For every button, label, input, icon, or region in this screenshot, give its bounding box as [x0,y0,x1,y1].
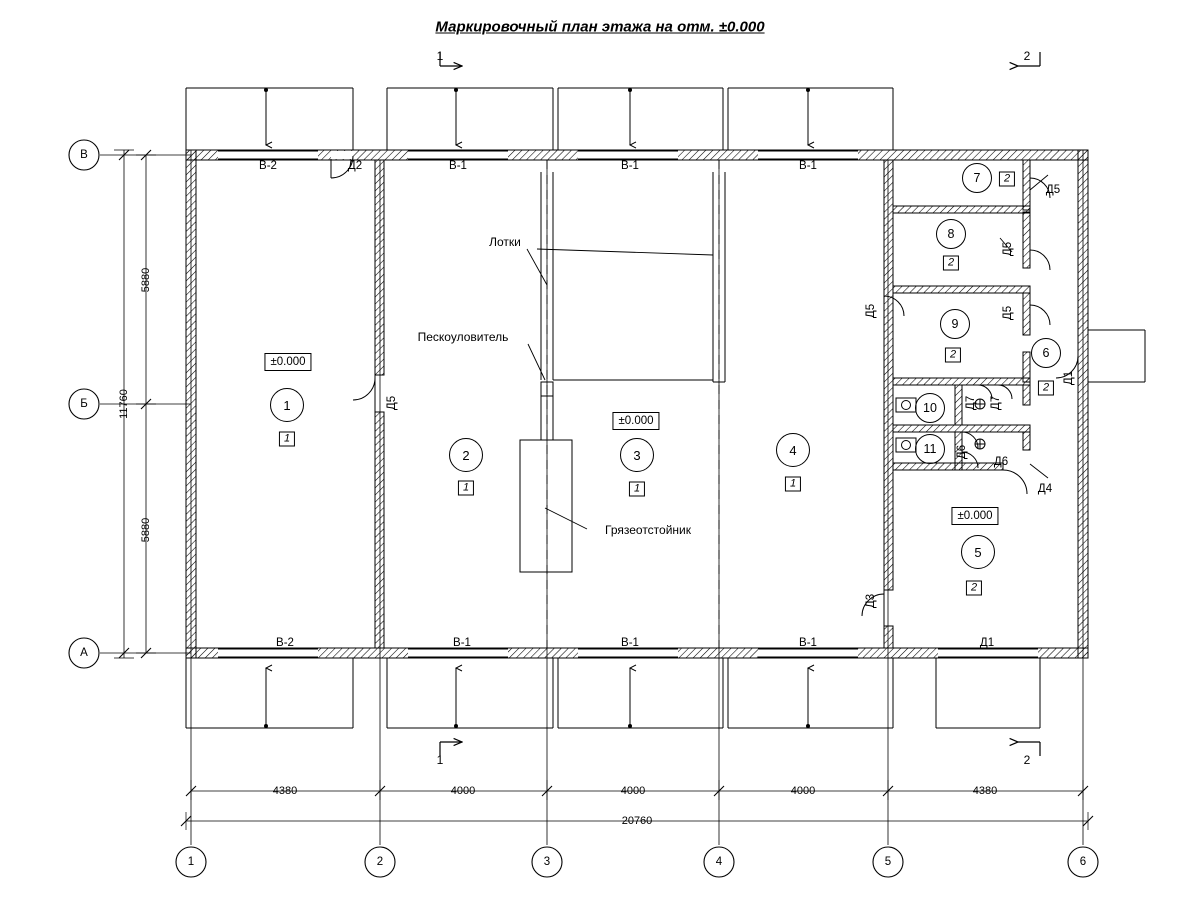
room-bubble-3: 3 [620,438,654,472]
window-label-bottom-2: В-1 [453,637,471,649]
window-label-top-3: В-1 [621,160,639,172]
axis-label-1: 1 [187,856,195,868]
window-label-top-2: В-1 [449,160,467,172]
dim-bottom-5: 4380 [972,785,998,797]
annotation-peskoulovitel: Пескоуловитель [417,330,509,344]
axis-label-v: В [80,149,88,161]
finish-box-4: 1 [785,477,801,492]
section-mark-1-top: 1 [436,49,444,63]
window-label-bottom-4: В-1 [799,637,817,649]
room-bubble-8: 8 [936,219,966,249]
door-label-d1-right: Д1 [1063,370,1075,386]
dim-left-1: 5880 [140,267,152,293]
dim-left-total: 11760 [118,389,130,419]
page-title: Маркировочный план этажа на отм. ±0.000 [435,18,765,36]
room-bubble-4: 4 [776,433,810,467]
room-bubble-7: 7 [962,163,992,193]
section-mark-2-bottom: 2 [1023,753,1031,767]
finish-box-7: 2 [999,172,1015,187]
finish-box-8: 2 [943,256,959,271]
finish-box-5: 2 [966,581,982,596]
room-bubble-9: 9 [940,309,970,339]
room-bubble-5: 5 [961,535,995,569]
door-label-d5-c: Д5 [1002,305,1014,321]
finish-box-1: 1 [279,432,295,447]
door-label-d6-b: Д6 [993,456,1009,468]
window-label-bottom-1: В-2 [276,637,294,649]
window-label-top-1: В-2 [259,160,277,172]
door-label-d1-bottom: Д1 [979,637,995,649]
door-label-d5-a: Д5 [1045,184,1061,196]
finish-box-2: 1 [458,481,474,496]
dim-bottom-2: 4000 [450,785,476,797]
door-label-d7-b: Д7 [990,395,1002,411]
annotation-gryazeotstoynik: Грязеотстойник [605,523,691,537]
axis-label-a: А [80,647,88,659]
door-label-d5-b: Д5 [1002,241,1014,257]
section-mark-1-bottom: 1 [436,753,444,767]
elevation-mark-2: ±0.000 [612,412,659,430]
finish-box-9: 2 [945,348,961,363]
room-bubble-6: 6 [1031,338,1061,368]
dim-left-2: 5880 [140,517,152,543]
window-label-bottom-3: В-1 [621,637,639,649]
axis-label-6: 6 [1079,856,1087,868]
room-bubble-11: 11 [915,434,945,464]
dim-bottom-4: 4000 [790,785,816,797]
dim-bottom-1: 4380 [272,785,298,797]
axis-label-b: Б [80,398,88,410]
axis-label-4: 4 [715,856,723,868]
annotation-lotki: Лотки [489,235,521,249]
door-label-d3: Д3 [865,593,877,609]
axis-label-2: 2 [376,856,384,868]
finish-box-3: 1 [629,482,645,497]
dim-bottom-total: 20760 [621,815,653,827]
door-label-d2: Д2 [347,160,363,172]
door-label-d7-a: Д7 [965,395,977,411]
door-label-d6-a: Д6 [956,444,968,460]
room-bubble-2: 2 [449,438,483,472]
room-bubble-10: 10 [915,393,945,423]
axis-label-3: 3 [543,856,551,868]
door-label-d4: Д4 [1037,483,1053,495]
room-bubble-1: 1 [270,388,304,422]
door-label-d5-d: Д5 [865,303,877,319]
elevation-mark-3: ±0.000 [951,507,998,525]
elevation-mark-1: ±0.000 [264,353,311,371]
section-mark-2-top: 2 [1023,49,1031,63]
door-label-d5-axis2: Д5 [386,395,398,411]
window-label-top-4: В-1 [799,160,817,172]
dim-bottom-3: 4000 [620,785,646,797]
finish-box-6: 2 [1038,381,1054,396]
axis-label-5: 5 [884,856,892,868]
